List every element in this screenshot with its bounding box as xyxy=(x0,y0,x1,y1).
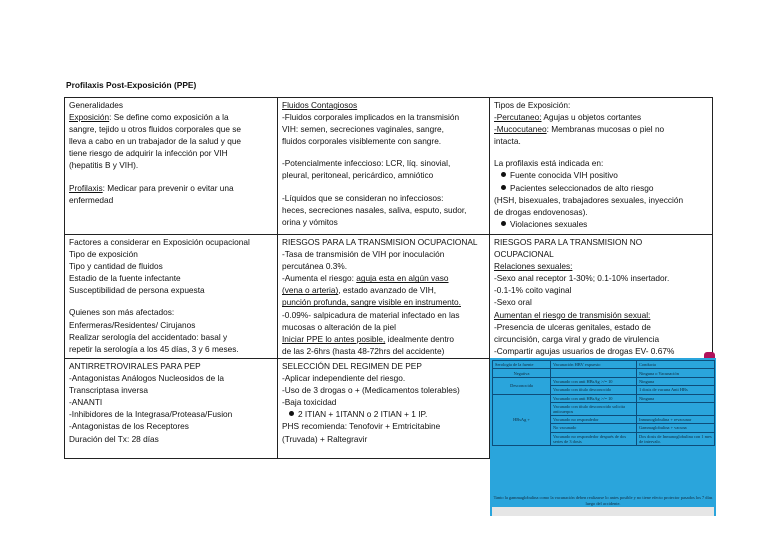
text-segment: (vena o arteria) xyxy=(282,285,339,296)
table-row xyxy=(65,98,713,235)
hbv-cell: HBsAg + xyxy=(493,394,551,445)
hbv-cell xyxy=(637,402,715,415)
text-segment: RIESGOS PARA LA TRANSMISION NO xyxy=(494,237,643,247)
text-segment: Factores a considerar en Exposición ocupacional xyxy=(69,237,250,247)
text-segment: (HSH, bisexuales, trabajadores sexuales, inyección xyxy=(494,194,684,205)
text-segment: -Percutaneo: xyxy=(494,112,542,123)
text-segment: RIESGOS PARA LA TRANSMISION OCUPACIONAL xyxy=(282,237,478,247)
text-segment: heces, secreciones nasales, saliva, esputo, sudor, xyxy=(282,204,467,215)
text-segment: -Tasa de transmisión de VIH por inoculación xyxy=(282,249,445,260)
text-line xyxy=(69,319,273,331)
hbv-header-cell: Vacunación HBV expuesto xyxy=(551,361,637,369)
text-line xyxy=(282,192,485,204)
text-segment: -Antagonistas Análogos Nucleosidos de la xyxy=(69,373,224,384)
text-line xyxy=(69,123,273,135)
text-line xyxy=(282,169,485,181)
text-segment: Aumentan el riesgo de transmisión sexual: xyxy=(494,309,651,320)
text-line xyxy=(282,284,485,296)
text-segment: pleural, peritoneal, pericárdico, amniótico xyxy=(282,170,434,181)
table-row xyxy=(65,235,713,359)
text-segment: -Antagonistas de los Receptores xyxy=(69,421,189,432)
text-segment: Tipo y cantidad de fluidos xyxy=(69,261,163,272)
text-line xyxy=(494,135,708,147)
text-segment: circuncisión, carga viral y grado de virulencia xyxy=(494,333,660,344)
hbv-footnote: Tanto la gammaglobulina como la vacunación deben realizarse lo antes posible y no tiene efecto protector pasados los 7 días luego del accidente. xyxy=(493,495,713,506)
cell-body xyxy=(282,360,485,445)
text-line xyxy=(69,272,273,284)
text-segment: La profilaxis está indicada en: xyxy=(494,158,604,169)
text-segment: mucosas o alteración de la piel xyxy=(282,321,396,332)
text-line xyxy=(69,408,273,420)
text-segment: -Sexo anal receptor 1-30%; 0.1-10% insertador. xyxy=(494,273,670,284)
text-line xyxy=(69,331,273,343)
cell-body xyxy=(282,236,485,357)
hbv-cell: Vacunado con título desconocido xyxy=(551,386,637,394)
text-line xyxy=(282,296,485,308)
text-line xyxy=(69,433,273,445)
text-line xyxy=(282,420,485,432)
bullet-item: 2 ITIAN + 1ITANN o 2 ITIAN + 1 IP. xyxy=(282,408,485,420)
text-segment: OCUPACIONAL xyxy=(494,249,554,260)
text-line xyxy=(69,372,273,384)
text-line xyxy=(494,321,708,333)
hbv-row xyxy=(493,378,715,386)
text-segment: -Uso de 3 drogas o + (Medicamentos tolerables) xyxy=(282,385,460,396)
hbv-cell: Vacunado con anti HBsAg >/= 10 xyxy=(551,394,637,402)
text-line xyxy=(494,157,708,169)
text-line xyxy=(69,306,273,318)
text-line xyxy=(69,343,273,355)
text-segment: VIH: semen, secreciones vaginales, sangre, xyxy=(282,124,444,135)
text-segment: Duración del Tx: 28 días xyxy=(69,433,159,444)
hbv-cell: Negativa xyxy=(493,369,551,378)
cell-riesgo-no-ocupacional xyxy=(490,235,713,359)
text-line xyxy=(69,396,273,408)
cell-body xyxy=(282,111,485,228)
text-segment: Estadio de la fuente infectante xyxy=(69,273,181,284)
text-segment: idealmente dentro xyxy=(385,333,455,344)
text-segment: , estado avanzado de VIH, xyxy=(338,285,437,296)
text-line xyxy=(494,194,708,206)
document-title: Profilaxis Post-Exposición (PPE) xyxy=(66,80,197,90)
cell-antirretrovirales xyxy=(65,358,278,458)
hbv-cell: 1 dosis de vacuna Anti HBs xyxy=(637,386,715,394)
text-line xyxy=(282,384,485,396)
hbv-cell: Gammaglobulina + vacuna xyxy=(637,424,715,432)
text-segment: repetir la serología a los 45 días, 3 y 6 meses. xyxy=(69,343,239,354)
text-line xyxy=(494,260,708,272)
hbv-cell: Vacunado no respondedor xyxy=(551,416,637,424)
text-line xyxy=(69,159,273,171)
text-segment: (hepatitis B y VIH). xyxy=(69,160,139,171)
text-segment: (Truvada) + Raltegravir xyxy=(282,433,368,444)
text-line xyxy=(494,333,708,345)
text-line xyxy=(69,111,273,123)
line-gap xyxy=(494,147,708,157)
text-line xyxy=(494,111,708,123)
text-line xyxy=(494,309,708,321)
text-segment: Susceptibilidad de persona expuesta xyxy=(69,285,205,296)
hbv-footnote-band xyxy=(492,507,714,516)
text-segment: -0.1-1% coito vaginal xyxy=(494,285,572,296)
text-segment: intacta. xyxy=(494,136,521,147)
cell-body xyxy=(69,111,273,206)
hbv-row xyxy=(493,369,715,378)
text-line xyxy=(282,333,485,345)
text-segment: : Membranas mucosas o piel no xyxy=(546,124,665,135)
line-gap xyxy=(69,172,273,182)
text-line xyxy=(69,420,273,432)
text-line xyxy=(494,296,708,308)
text-segment: Tipo de exposición xyxy=(69,249,138,260)
cell-body xyxy=(69,236,273,355)
hbv-header-cell: Serología de la fuente xyxy=(493,361,551,369)
text-line xyxy=(282,321,485,333)
text-segment: -Baja toxicidad xyxy=(282,397,337,408)
text-line xyxy=(282,123,485,135)
text-line xyxy=(282,157,485,169)
cell-riesgo-ocupacional xyxy=(278,235,490,359)
hbv-cell: Dos dosis de Inmunoglobulina con 1 mes de intervalo. xyxy=(637,432,715,445)
text-segment: -Presencia de ulceras genitales, estado de xyxy=(494,321,651,332)
text-segment: -Fluidos corporales implicados en la transmisión xyxy=(282,112,460,123)
text-segment: ANTIRRETROVIRALES PARA PEP xyxy=(69,360,201,371)
text-segment: -Sexo oral xyxy=(494,297,532,308)
text-segment: Agujas u objetos cortantes xyxy=(541,112,642,123)
text-segment: -Compartir agujas usuarios de drogas EV- 0.67% xyxy=(494,345,675,356)
text-line xyxy=(282,396,485,408)
text-line xyxy=(282,433,485,445)
text-line xyxy=(282,272,485,284)
text-segment: Realizar serología del accidentado: basal y xyxy=(69,331,228,342)
text-line xyxy=(282,111,485,123)
text-line xyxy=(282,216,485,228)
text-segment: PHS recomienda: Tenofovir + Emtricitabine xyxy=(282,421,441,432)
text-segment: enfermedad xyxy=(69,194,114,205)
text-line xyxy=(69,135,273,147)
cell-factores xyxy=(65,235,278,359)
text-line xyxy=(282,236,485,248)
text-segment: Exposición xyxy=(69,112,110,123)
cell-body xyxy=(494,236,708,357)
text-line xyxy=(69,182,273,194)
text-segment: -Inhibidores de la Integrasa/Proteasa/Fusion xyxy=(69,409,233,420)
hbv-cell: Desconocida xyxy=(493,378,551,394)
cell-heading: Tipos de Exposición: xyxy=(494,100,571,110)
hbv-cell: Vacunado con título desconocido solicita anticuerpos xyxy=(551,402,637,415)
text-line xyxy=(69,260,273,272)
text-segment: : Medicar para prevenir o evitar una xyxy=(102,182,234,193)
text-segment: -0.09%- salpicadura de material infectado en las xyxy=(282,309,460,320)
hbv-cell: Vacunado con anti HBsAg >/= 10 xyxy=(551,378,637,386)
text-line xyxy=(494,345,708,357)
text-segment: lleva a cabo en un trabajador de la salud y que xyxy=(69,136,242,147)
text-segment: -Aplicar independiente del riesgo. xyxy=(282,373,406,384)
hbv-cell: Inmunoglobulina + revacunar xyxy=(637,416,715,424)
hbv-cell: Ninguna xyxy=(637,378,715,386)
text-line xyxy=(69,236,273,248)
line-gap xyxy=(282,182,485,192)
text-segment: sangre, tejido u otros fluidos corporales que se xyxy=(69,124,242,135)
cell-heading: Generalidades xyxy=(69,100,123,110)
text-segment: punción profunda, sangre visible en instrumento. xyxy=(282,297,461,308)
text-segment: -Aumenta el riesgo: xyxy=(282,273,357,284)
cell-generalidades xyxy=(65,98,278,235)
hbv-prophylaxis-image xyxy=(490,358,716,516)
text-line xyxy=(282,309,485,321)
hbv-row xyxy=(493,394,715,402)
bullet-item: Fuente conocida VIH positivo xyxy=(494,169,708,181)
text-line xyxy=(282,248,485,260)
text-line xyxy=(69,360,273,372)
text-segment: de drogas endovenosas). xyxy=(494,206,588,217)
hbv-cell: Ninguna xyxy=(637,394,715,402)
bullet-item: Pacientes seleccionados de alto riesgo xyxy=(494,182,708,194)
text-segment: Iniciar PPE lo antes posible, xyxy=(282,333,386,344)
cell-heading: Fluidos Contagiosos xyxy=(282,100,358,110)
text-segment: percutánea 0.3%. xyxy=(282,261,348,272)
text-segment: fluidos corporales visiblemente con sangre. xyxy=(282,136,442,147)
text-segment: Transcriptasa inversa xyxy=(69,385,149,396)
line-gap xyxy=(282,147,485,157)
hbv-header-row xyxy=(493,361,715,369)
text-line xyxy=(494,284,708,296)
text-line xyxy=(494,272,708,284)
hbv-table xyxy=(492,360,715,446)
hbv-cell: No vacunado xyxy=(551,424,637,432)
text-line xyxy=(282,360,485,372)
bullet-item: Violaciones sexuales xyxy=(494,218,708,230)
text-segment: aguja esta en algún vaso xyxy=(356,273,449,284)
text-segment: Enfermeras/Residentes/ Cirujanos xyxy=(69,319,196,330)
text-line xyxy=(69,147,273,159)
text-line xyxy=(282,345,485,357)
text-line xyxy=(282,135,485,147)
text-segment: -Líquidos que se consideran no infecciosos: xyxy=(282,192,444,203)
cell-tipos-exposicion xyxy=(490,98,713,235)
text-segment: tiene riesgo de adquirir la infección por VIH xyxy=(69,148,228,159)
text-segment: SELECCIÓN DEL REGIMEN DE PEP xyxy=(282,360,422,371)
cell-fluidos xyxy=(278,98,490,235)
hbv-cell: Ninguna o Vacunación xyxy=(637,369,715,378)
hbv-header-cell: Conducta xyxy=(637,361,715,369)
text-segment: -Mucocutaneo xyxy=(494,124,547,135)
hbv-cell xyxy=(551,369,637,378)
text-line xyxy=(494,236,708,248)
text-line xyxy=(69,284,273,296)
line-gap xyxy=(69,296,273,306)
text-segment: Profilaxis xyxy=(69,182,103,193)
text-line xyxy=(282,372,485,384)
text-line xyxy=(494,248,708,260)
cell-body xyxy=(69,360,273,445)
text-line xyxy=(494,123,708,135)
text-line xyxy=(69,194,273,206)
text-segment: Quienes son más afectados: xyxy=(69,307,175,318)
cell-regimen xyxy=(278,358,490,458)
cell-body xyxy=(494,111,708,230)
text-segment: -Potencialmente infeccioso: LCR, líq. sinovial, xyxy=(282,158,451,169)
text-line xyxy=(69,248,273,260)
text-segment: orina y vómitos xyxy=(282,216,338,227)
text-line xyxy=(494,206,708,218)
text-line xyxy=(282,260,485,272)
text-line xyxy=(282,204,485,216)
text-segment: Relaciones sexuales: xyxy=(494,261,573,272)
hbv-cell: Vacunado no respondedor después de dos series de 3 dosis xyxy=(551,432,637,445)
text-segment: -ANANTI xyxy=(69,397,103,408)
text-line xyxy=(69,384,273,396)
text-segment: : Se define como exposición a la xyxy=(109,112,229,123)
text-segment: de las 2-6hrs (hasta 48-72hrs del accidente) xyxy=(282,345,445,356)
